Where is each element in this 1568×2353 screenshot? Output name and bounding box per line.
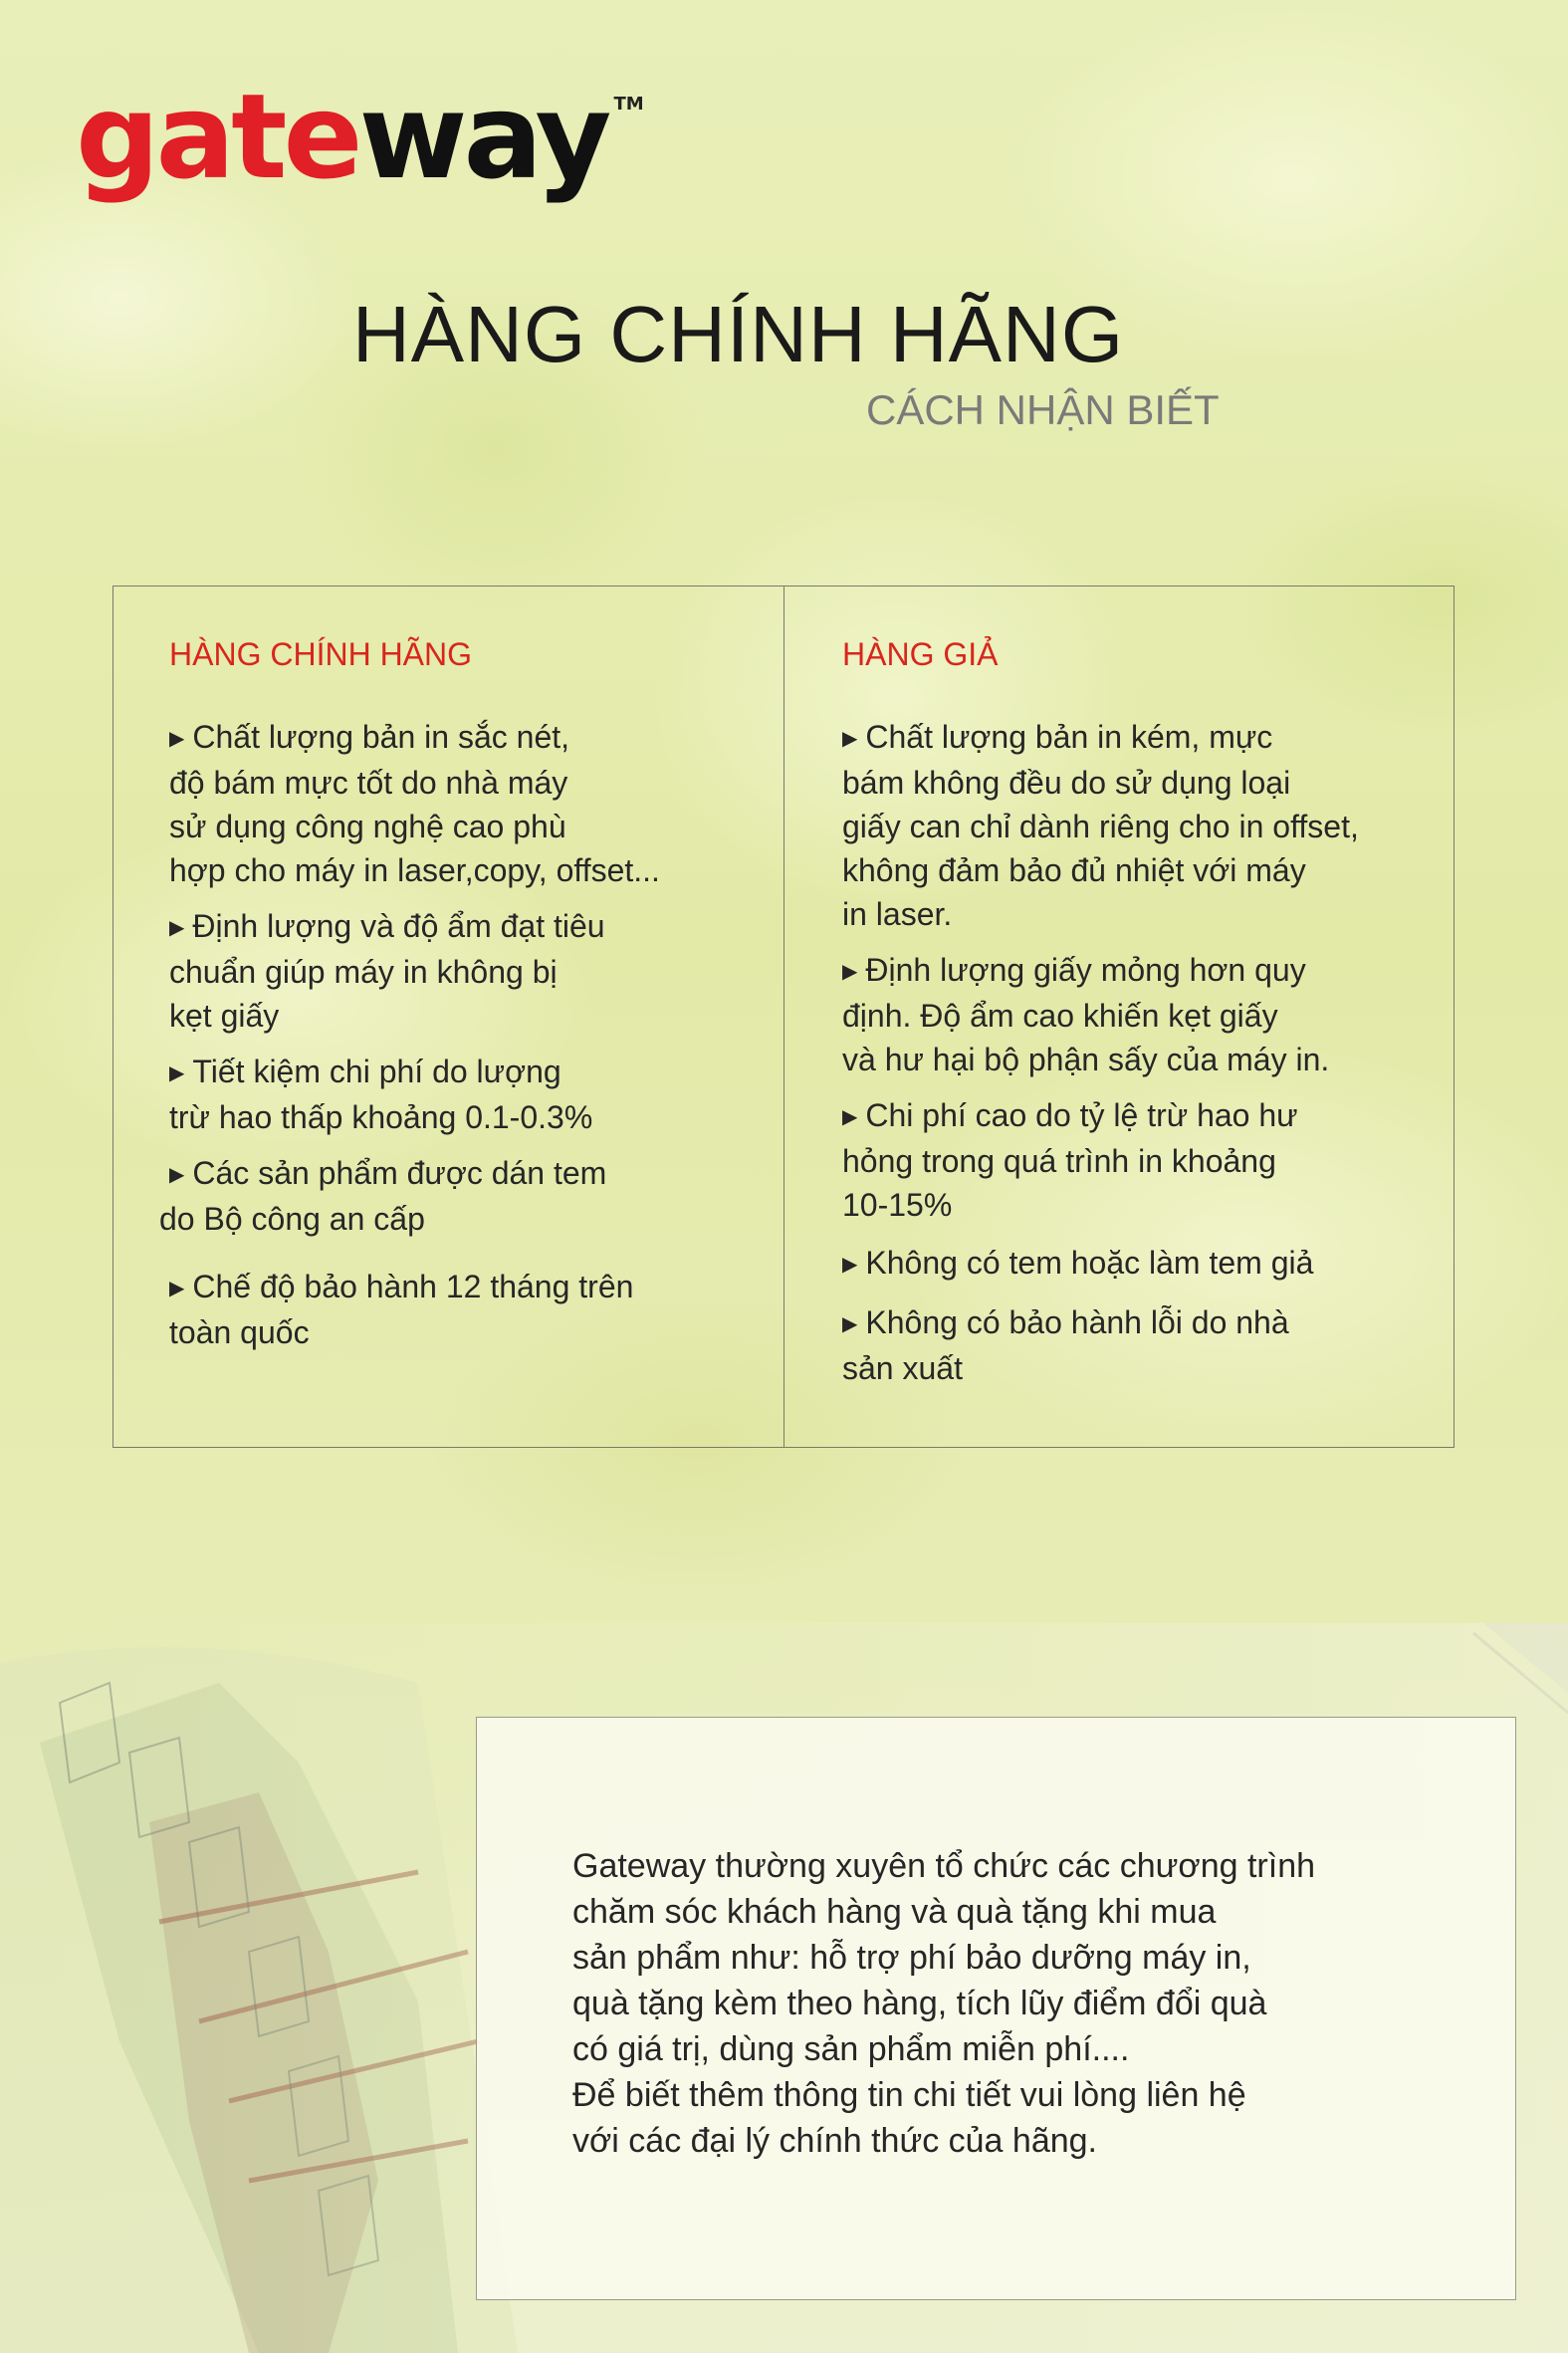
triangle-bullet-icon: ▶: [842, 1254, 858, 1276]
logo-part-gate: gate: [76, 68, 359, 205]
fake-heading: HÀNG GIẢ: [842, 636, 999, 672]
comparison-table: [112, 586, 1455, 1448]
info-box: [476, 1717, 1516, 2300]
logo-part-way: way: [358, 68, 608, 205]
triangle-bullet-icon: ▶: [169, 1062, 185, 1084]
fake-item: ▶ Không có bảo hành lỗi do nhà sản xuất: [842, 1304, 1289, 1386]
page-subtitle: CÁCH NHẬN BIẾT: [866, 386, 1220, 433]
triangle-bullet-icon: ▶: [842, 1106, 858, 1128]
genuine-item: ▶ Chất lượng bản in sắc nét, độ bám mực tốt do nhà máy sử dụng công nghệ cao phù hợp cho máy in laser,copy, offset...: [169, 719, 660, 888]
triangle-bullet-icon: ▶: [842, 728, 858, 750]
fake-column: [784, 587, 1454, 1447]
triangle-bullet-icon: ▶: [169, 917, 185, 939]
info-text: Gateway thường xuyên tổ chức các chương trình chăm sóc khách hàng và quà tặng khi mua sản phẩm như: hỗ trợ phí bảo dưỡng máy in, quà tặng kèm theo hàng, tích lũy điểm đổi quà có giá trị, dùng sản phẩm miễn phí.... Để biết thêm thông tin chi tiết vui lòng liên hệ với các đại lý chính thức của hãng.: [572, 1847, 1316, 2160]
triangle-bullet-icon: ▶: [842, 961, 858, 983]
genuine-item: ▶ Định lượng và độ ẩm đạt tiêu chuẩn giúp máy in không bị kẹt giấy: [169, 908, 605, 1034]
genuine-item: ▶ Chế độ bảo hành 12 tháng trên toàn quốc: [169, 1269, 634, 1350]
triangle-bullet-icon: ▶: [842, 1313, 858, 1335]
genuine-heading: HÀNG CHÍNH HÃNG: [169, 636, 473, 672]
fake-item: ▶ Chất lượng bản in kém, mực bám không đều do sử dụng loại giấy can chỉ dành riêng cho in offset, không đảm bảo đủ nhiệt với máy in laser.: [842, 719, 1359, 932]
fake-item: ▶ Định lượng giấy mỏng hơn quy định. Độ ẩm cao khiến kẹt giấy và hư hại bộ phận sấy của máy in.: [842, 952, 1330, 1077]
fake-item: ▶ Không có tem hoặc làm tem giả: [842, 1241, 1418, 1287]
genuine-column: [113, 587, 784, 1447]
genuine-item: ▶ Tiết kiệm chi phí do lượng trừ hao thấp khoảng 0.1-0.3%: [169, 1054, 593, 1135]
page-title: HÀNG CHÍNH HÃNG: [352, 290, 1125, 378]
triangle-bullet-icon: ▶: [169, 1278, 185, 1299]
triangle-bullet-icon: ▶: [169, 728, 185, 750]
trademark-mark: TM: [613, 94, 644, 115]
genuine-item: ▶ Các sản phẩm được dán tem do Bộ công an cấp: [159, 1155, 607, 1237]
fake-item: ▶ Chi phí cao do tỷ lệ trừ hao hư hỏng trong quá trình in khoảng 10-15%: [842, 1097, 1298, 1223]
gateway-logo: [76, 68, 644, 205]
triangle-bullet-icon: ▶: [169, 1164, 185, 1186]
